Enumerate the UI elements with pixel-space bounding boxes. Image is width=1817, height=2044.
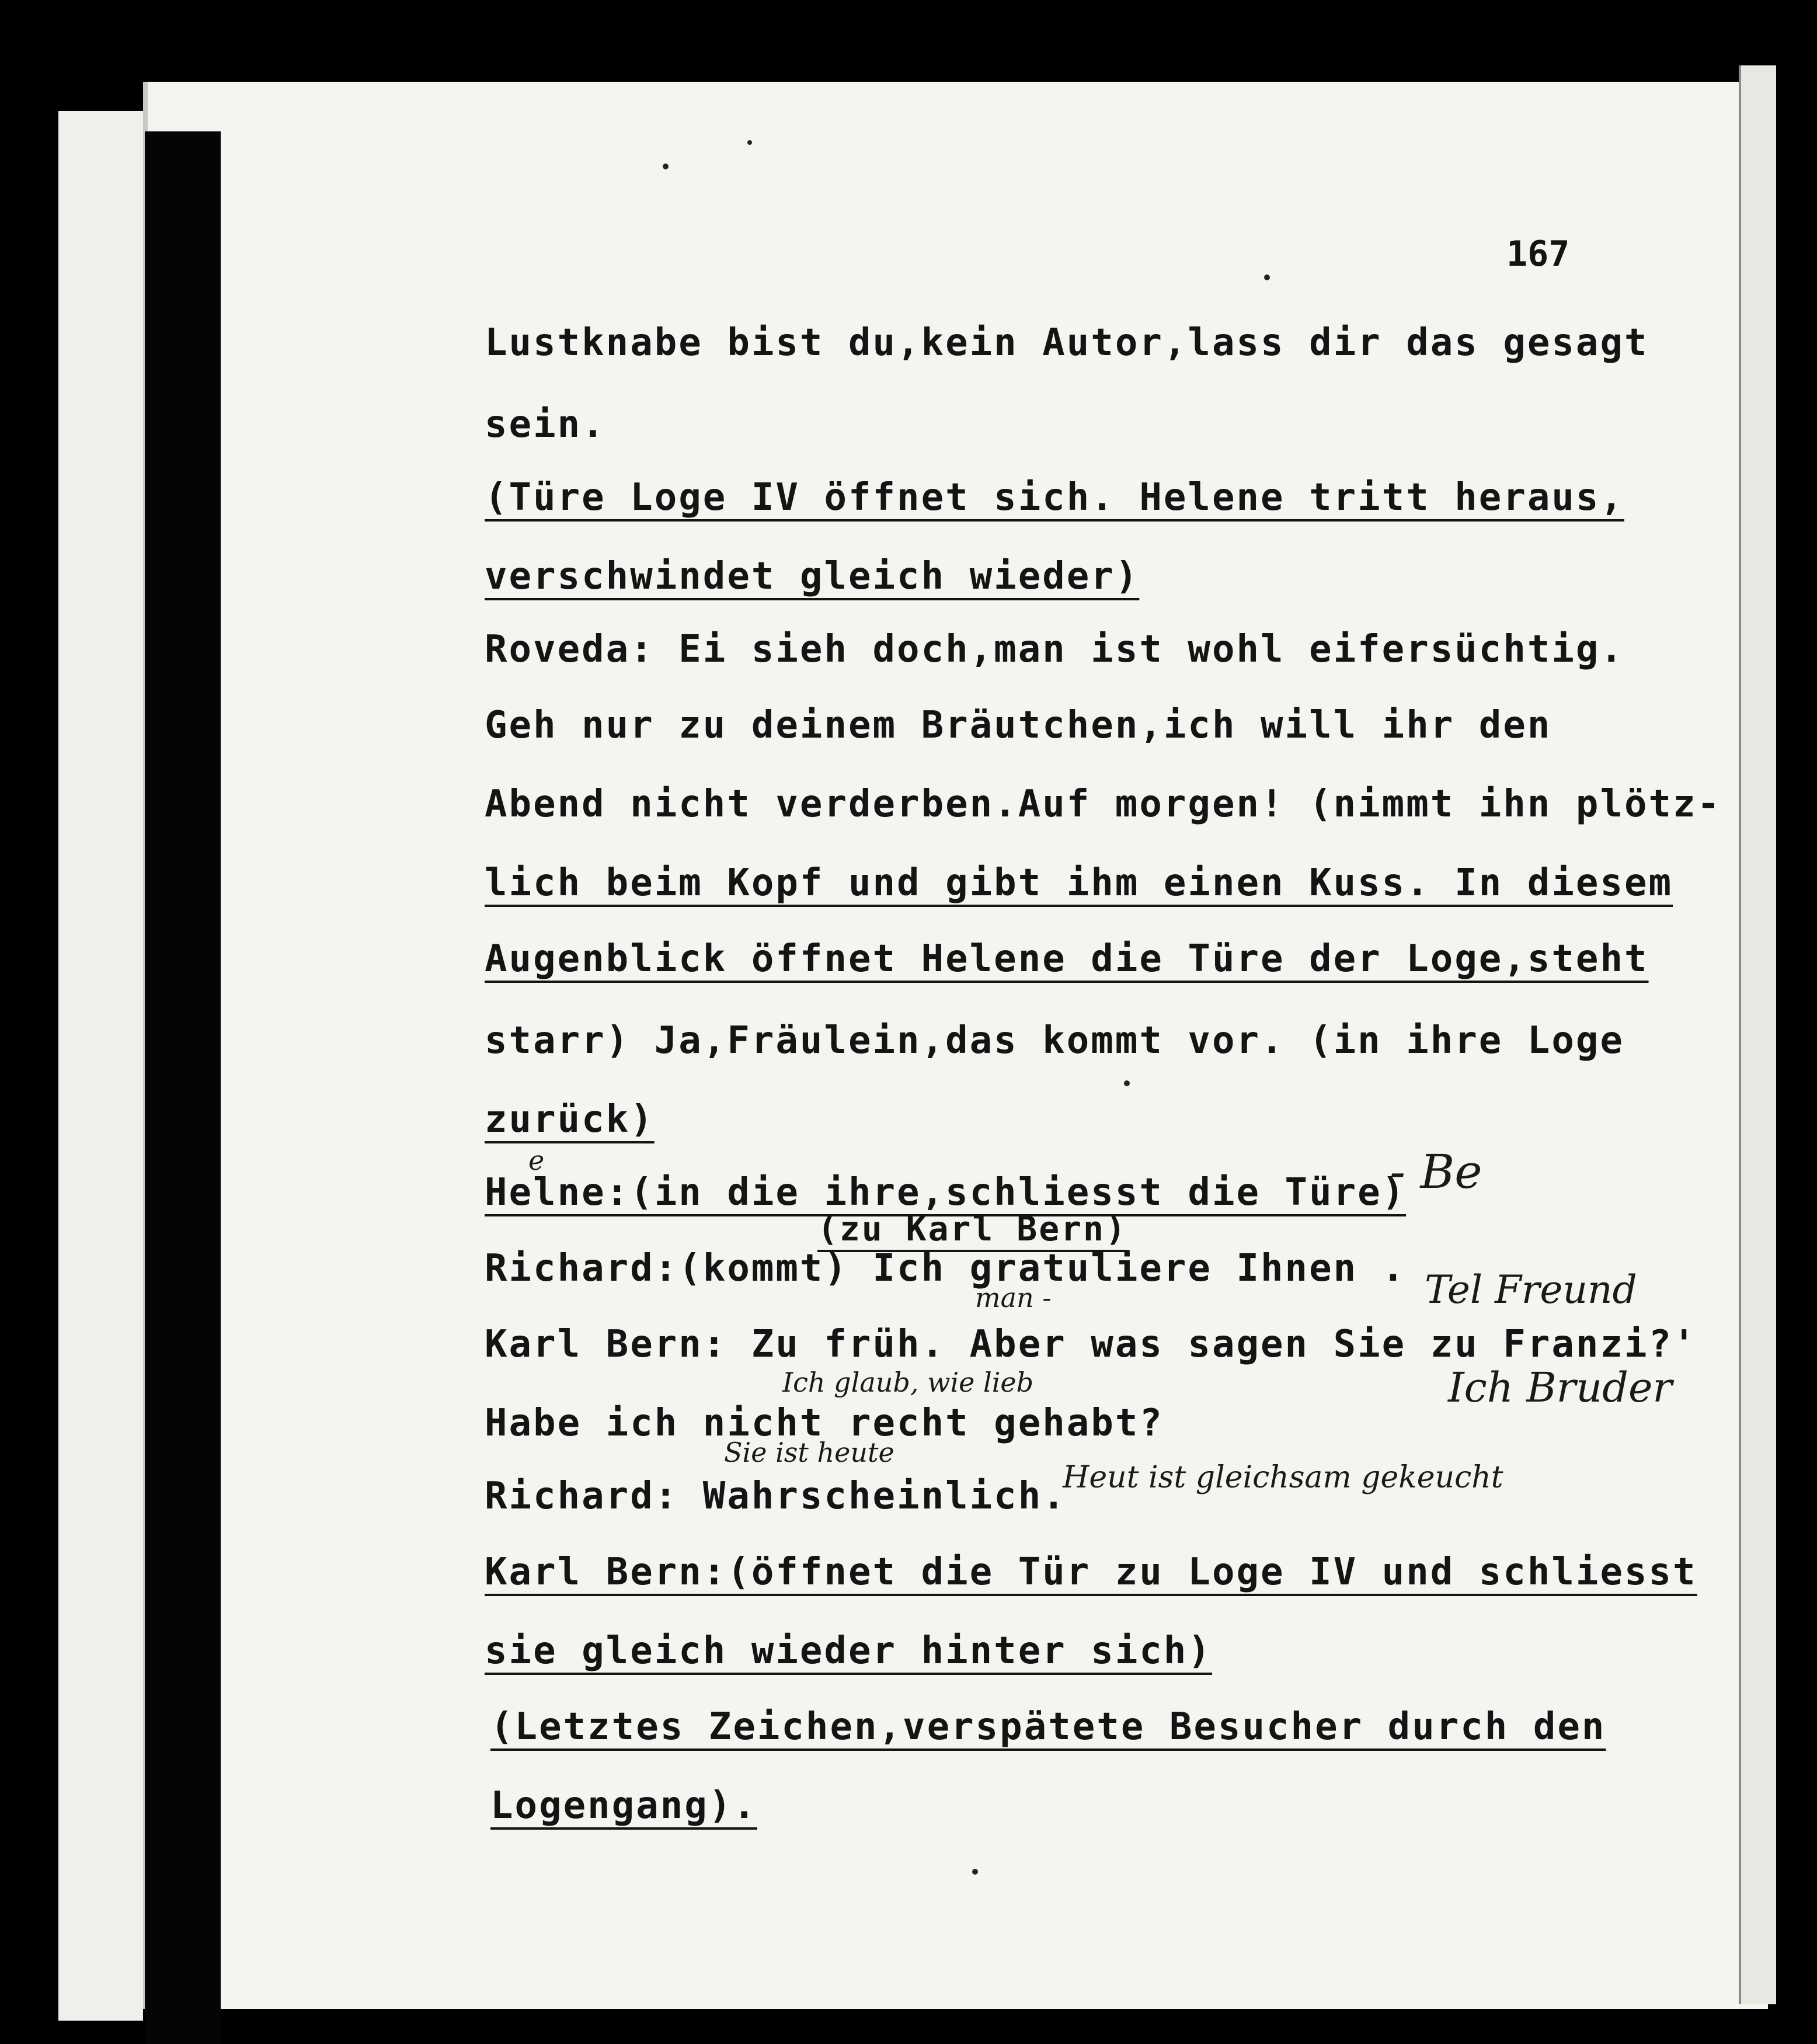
page-right-edge [1739,65,1776,2004]
text-line: Abend nicht verderben.Auf morgen! (nimmt ihn plötz- [485,783,1722,826]
left-paper-edge [58,111,143,2021]
handwritten-note: Ich Bruder [1448,1364,1672,1412]
page-number: 167 [1506,234,1570,274]
text-line: Richard:(kommt) Ich gratuliere Ihnen . [485,1247,1407,1290]
text-line: zurück) [485,1098,655,1141]
text-line: sein. [485,403,606,446]
binding-spine [145,131,221,2044]
paper-speck [1124,1080,1130,1086]
text-line: (Türe Loge IV öffnet sich. Helene tritt heraus, [485,476,1624,519]
text-line: starr) Ja,Fräulein,das kommt vor. (in ihre Loge [485,1019,1624,1062]
text-line: sie gleich wieder hinter sich) [485,1629,1212,1673]
handwritten-note: - Be [1390,1145,1482,1199]
text-line: Roveda: Ei sieh doch,man ist wohl eifersüchtig. [485,628,1624,671]
text-line: Karl Bern: Zu früh. Aber was sagen Sie zu Franzi?' [485,1323,1697,1366]
paper-speck [1264,274,1270,280]
text-line: Lustknabe bist du,kein Autor,lass dir das gesagt [485,321,1649,364]
paper-speck [747,140,752,145]
text-line: lich beim Kopf und gibt ihm einen Kuss. In diesem [485,861,1673,905]
text-line: Karl Bern:(öffnet die Tür zu Loge IV und schliesst [485,1551,1697,1594]
text-line: Habe ich nicht recht gehabt? [485,1402,1164,1445]
handwritten-note: Sie ist heute [724,1437,894,1468]
text-line: (Letztes Zeichen,verspätete Besucher durch den [490,1705,1606,1748]
text-line: Geh nur zu deinem Bräutchen,ich will ihr den [485,704,1552,747]
paper-speck [972,1869,978,1875]
text-line: (zu Karl Bern) [817,1209,1127,1249]
handwritten-correction: e [528,1145,545,1176]
handwritten-note: Ich glaub, wie lieb [782,1367,1034,1398]
text-line: Logengang). [490,1784,757,1827]
paper-speck [663,164,669,169]
handwritten-note: Tel Freund [1425,1267,1637,1312]
handwritten-note: man - [975,1282,1052,1313]
handwritten-note: Heut ist gleichsam gekeucht [1063,1460,1503,1495]
text-line: Augenblick öffnet Helene die Türe der Loge,steht [485,937,1649,981]
text-line: verschwindet gleich wieder) [485,555,1140,598]
text-line: Helne:(in die ihre,schliesst die Türe) [485,1171,1407,1214]
text-line: Richard: Wahrscheinlich. [485,1475,1067,1518]
